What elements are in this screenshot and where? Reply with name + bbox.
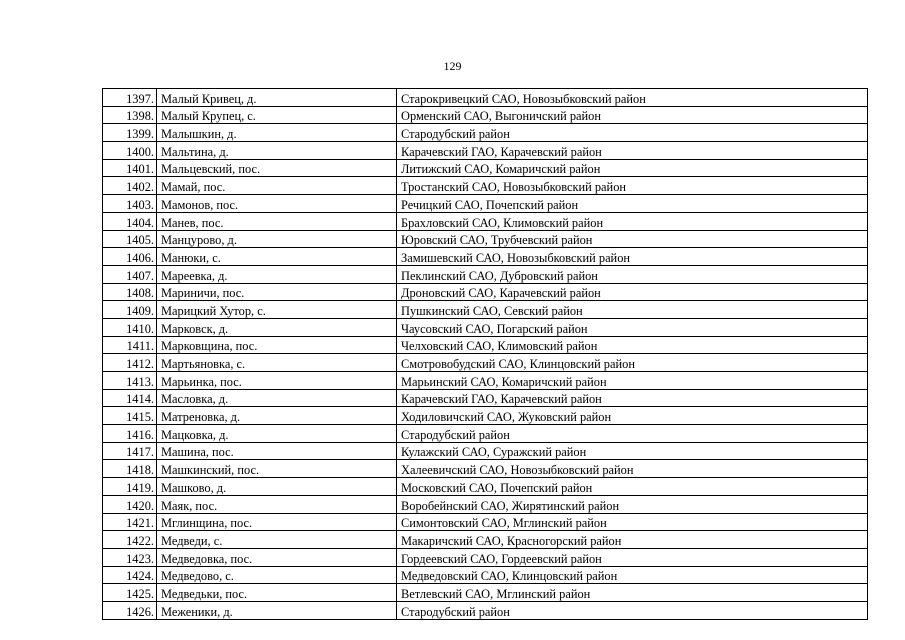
district-cell: Юровский САО, Трубчевский район	[397, 230, 868, 248]
row-number-cell: 1416.	[103, 425, 157, 443]
district-cell: Литижский САО, Комаричский район	[397, 159, 868, 177]
settlement-name-cell: Марковск, д.	[157, 318, 397, 336]
settlement-name-cell: Марицкий Хутор, с.	[157, 301, 397, 319]
settlement-name-cell: Манцурово, д.	[157, 230, 397, 248]
table-row	[103, 460, 868, 478]
settlement-name-cell: Марковщина, пос.	[157, 336, 397, 354]
row-number-cell: 1414.	[103, 389, 157, 407]
district-cell: Кулажский САО, Суражский район	[397, 442, 868, 460]
row-number-cell: 1405.	[103, 230, 157, 248]
row-number-cell: 1417.	[103, 442, 157, 460]
row-number-cell: 1399.	[103, 124, 157, 142]
table-row	[103, 124, 868, 142]
table-row	[103, 584, 868, 602]
table-row	[103, 248, 868, 266]
row-number-cell: 1400.	[103, 142, 157, 160]
district-cell: Воробейнский САО, Жирятинский район	[397, 495, 868, 513]
row-number-cell: 1397.	[103, 89, 157, 107]
settlement-name-cell: Мариничи, пос.	[157, 283, 397, 301]
settlement-name-cell: Мальтина, д.	[157, 142, 397, 160]
row-number-cell: 1424.	[103, 566, 157, 584]
row-number-cell: 1407.	[103, 265, 157, 283]
table-row	[103, 425, 868, 443]
table-row	[103, 89, 868, 107]
settlement-name-cell: Малый Крупец, с.	[157, 106, 397, 124]
table-row	[103, 212, 868, 230]
settlement-name-cell: Машково, д.	[157, 478, 397, 496]
table-row	[103, 372, 868, 390]
table-row	[103, 407, 868, 425]
table-row	[103, 354, 868, 372]
row-number-cell: 1422.	[103, 531, 157, 549]
settlement-name-cell: Малый Кривец, д.	[157, 89, 397, 107]
row-number-cell: 1398.	[103, 106, 157, 124]
settlements-table	[102, 88, 868, 620]
settlement-name-cell: Медведи, с.	[157, 531, 397, 549]
settlement-name-cell: Меженики, д.	[157, 601, 397, 619]
table-row	[103, 495, 868, 513]
district-cell: Макаричский САО, Красногорский район	[397, 531, 868, 549]
table-row	[103, 301, 868, 319]
district-cell: Смотровобудский САО, Клинцовский район	[397, 354, 868, 372]
row-number-cell: 1420.	[103, 495, 157, 513]
row-number-cell: 1413.	[103, 372, 157, 390]
district-cell: Халеевичский САО, Новозыбковский район	[397, 460, 868, 478]
settlement-name-cell: Медведовка, пос.	[157, 548, 397, 566]
district-cell: Стародубский район	[397, 601, 868, 619]
settlement-name-cell: Мареевка, д.	[157, 265, 397, 283]
settlement-name-cell: Масловка, д.	[157, 389, 397, 407]
district-cell: Симонтовский САО, Мглинский район	[397, 513, 868, 531]
district-cell: Орменский САО, Выгоничский район	[397, 106, 868, 124]
table-row	[103, 566, 868, 584]
settlement-name-cell: Машина, пос.	[157, 442, 397, 460]
district-cell: Чаусовский САО, Погарский район	[397, 318, 868, 336]
district-cell: Пеклинский САО, Дубровский район	[397, 265, 868, 283]
district-cell: Ходиловичский САО, Жуковский район	[397, 407, 868, 425]
settlement-name-cell: Мацковка, д.	[157, 425, 397, 443]
district-cell: Медведовский САО, Клинцовский район	[397, 566, 868, 584]
table-row	[103, 336, 868, 354]
row-number-cell: 1421.	[103, 513, 157, 531]
row-number-cell: 1408.	[103, 283, 157, 301]
table-body	[103, 89, 868, 620]
district-cell: Пушкинский САО, Севский район	[397, 301, 868, 319]
settlement-name-cell: Мартьяновка, с.	[157, 354, 397, 372]
table-row	[103, 548, 868, 566]
table-row	[103, 230, 868, 248]
settlement-name-cell: Мальцевский, пос.	[157, 159, 397, 177]
table-row	[103, 159, 868, 177]
table-row	[103, 513, 868, 531]
district-cell: Старокривецкий САО, Новозыбковский район	[397, 89, 868, 107]
settlement-name-cell: Мамай, пос.	[157, 177, 397, 195]
row-number-cell: 1410.	[103, 318, 157, 336]
row-number-cell: 1419.	[103, 478, 157, 496]
settlement-name-cell: Мамонов, пос.	[157, 195, 397, 213]
district-cell: Дроновский САО, Карачевский район	[397, 283, 868, 301]
settlement-name-cell: Мглинщина, пос.	[157, 513, 397, 531]
table-row	[103, 106, 868, 124]
settlement-name-cell: Манев, пос.	[157, 212, 397, 230]
row-number-cell: 1426.	[103, 601, 157, 619]
settlement-name-cell: Манюки, с.	[157, 248, 397, 266]
district-cell: Карачевский ГАО, Карачевский район	[397, 389, 868, 407]
district-cell: Речицкий САО, Почепский район	[397, 195, 868, 213]
table-row	[103, 177, 868, 195]
settlement-name-cell: Малышкин, д.	[157, 124, 397, 142]
table-row	[103, 142, 868, 160]
district-cell: Гордеевский САО, Гордеевский район	[397, 548, 868, 566]
table-row	[103, 318, 868, 336]
row-number-cell: 1418.	[103, 460, 157, 478]
row-number-cell: 1409.	[103, 301, 157, 319]
row-number-cell: 1411.	[103, 336, 157, 354]
row-number-cell: 1425.	[103, 584, 157, 602]
settlement-name-cell: Матреновка, д.	[157, 407, 397, 425]
settlement-name-cell: Медведово, с.	[157, 566, 397, 584]
row-number-cell: 1401.	[103, 159, 157, 177]
table-row	[103, 478, 868, 496]
settlement-name-cell: Маяк, пос.	[157, 495, 397, 513]
district-cell: Стародубский район	[397, 425, 868, 443]
settlement-name-cell: Машкинский, пос.	[157, 460, 397, 478]
row-number-cell: 1415.	[103, 407, 157, 425]
table-row	[103, 283, 868, 301]
district-cell: Челховский САО, Климовский район	[397, 336, 868, 354]
district-cell: Стародубский район	[397, 124, 868, 142]
row-number-cell: 1404.	[103, 212, 157, 230]
settlement-name-cell: Марьинка, пос.	[157, 372, 397, 390]
page-number: 129	[443, 59, 462, 73]
row-number-cell: 1423.	[103, 548, 157, 566]
table-row	[103, 265, 868, 283]
district-cell: Замишевский САО, Новозыбковский район	[397, 248, 868, 266]
table-row	[103, 442, 868, 460]
district-cell: Московский САО, Почепский район	[397, 478, 868, 496]
row-number-cell: 1403.	[103, 195, 157, 213]
district-cell: Карачевский ГАО, Карачевский район	[397, 142, 868, 160]
row-number-cell: 1402.	[103, 177, 157, 195]
district-cell: Тростанский САО, Новозыбковский район	[397, 177, 868, 195]
row-number-cell: 1406.	[103, 248, 157, 266]
district-cell: Марьинский САО, Комаричский район	[397, 372, 868, 390]
table-row	[103, 531, 868, 549]
row-number-cell: 1412.	[103, 354, 157, 372]
settlement-name-cell: Медведьки, пос.	[157, 584, 397, 602]
district-cell: Ветлевский САО, Мглинский район	[397, 584, 868, 602]
table-row	[103, 195, 868, 213]
district-cell: Брахловский САО, Климовский район	[397, 212, 868, 230]
table-row	[103, 389, 868, 407]
table-row	[103, 601, 868, 619]
